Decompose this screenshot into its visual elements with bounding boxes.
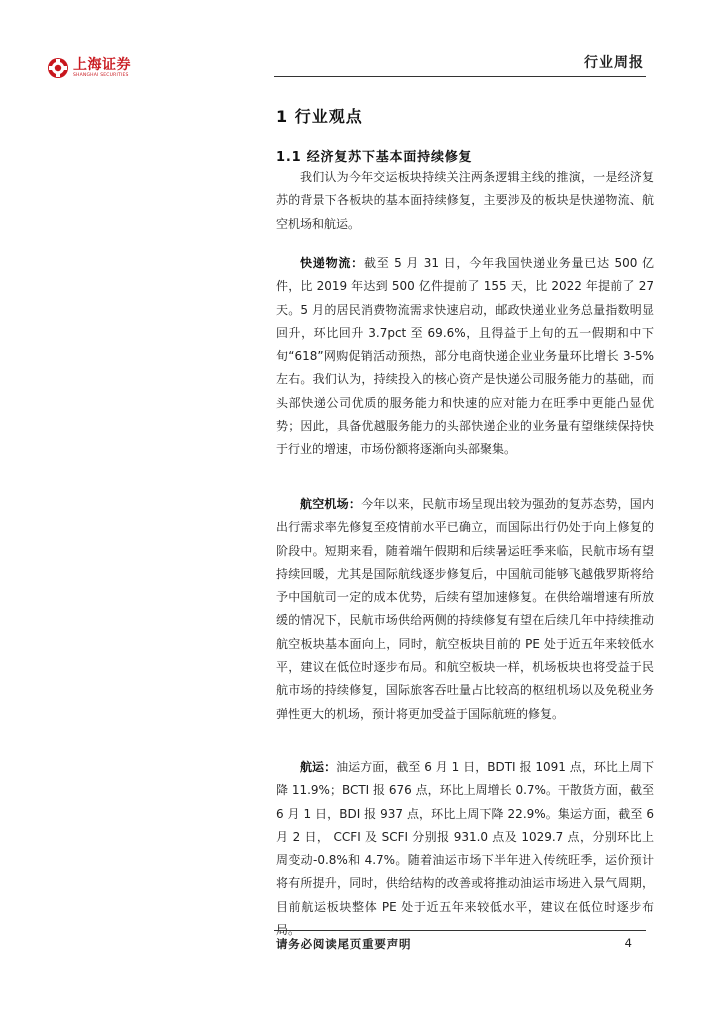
disclaimer-note: 请务必阅读尾页重要声明 <box>276 937 412 951</box>
subsection-heading: 1.1 经济复苏下基本面持续修复 <box>276 150 473 165</box>
aviation-label: 航空机场： <box>300 497 362 511</box>
brand-name-cn: 上海证券 <box>73 56 131 73</box>
aviation-text: 今年以来，民航市场呈现出较为强劲的复苏态势，国内出行需求率先修复至疫情前水平已确立，而国际出行仍处于向上修复的阶段中。短期来看，随着端午假期和后续暑运旺季来临，民航市场有望持续回暖，尤其是国际航线逐步修复后，中国航司能够飞越俄罗斯将给予中国航司一定的成本优势，后续有望加速修复。在供给端增速有所放缓的情况下，民航市场供给两侧的持续修复有望在后续几年中持续推动航空板块基本面向上，同时，航空板块目前的 PE 处于近五年来较低水平，建议在低位时逐步布局。和航空板块一样，机场板块也将受益于民航市场的持续修复，国际旅客吞吐量占比较高的枢纽机场以及免税业务弹性更大的机场，预计将更加受益于国际航班的修复。 <box>276 497 654 721</box>
shipping-text: 油运方面，截至 6 月 1 日，BDTI 报 1091 点，环比上周下降 11.9%；BCTI 报 676 点，环比上周增长 0.7%。干散货方面，截至 6 月 1 日，BDI 报 937 点，环比上周下降 22.9%。集运方面，截至 6 月 2 日， CCFI 及 SCFI 分别报 931.0 点及 1029.7 点，分别环比上周变动-0.8%和 4.7%。随着油运市场下半年进入传统旺季，运价预计将有所提升，同时，供给结构的改善或将推动油运市场进入景气周期，目前航运板块整体 PE 处于近五年来较低水平，建议在低位时逐步布局。 <box>276 760 654 938</box>
express-text: 截至 5 月 31 日，今年我国快递业务量已达 500 亿件，比 2019 年达到 500 亿件提前了 155 天，比 2022 年提前了 27 天。5 月的居民消费物流需求快速启动，邮政快递业业务总量指数明显回升，环比回升 3.7pct 至 69.6%，且得益于上旬的五一假期和中下旬“618”网购促销活动预热，部分电商快递企业业务量环比增长 3-5%左右。我们认为，持续投入的核心资产是快递公司服务能力的基础，而头部快递公司优质的服务能力和快速的应对能力在旺季中更能凸显优势；因此，具备优越服务能力的头部快递企业的业务量有望继续保持快于行业的增速，市场份额将逐渐向头部聚集。 <box>276 256 654 457</box>
intro-paragraph: 我们认为今年交运板块持续关注两条逻辑主线的推演，一是经济复苏的背景下各板块的基本面持续修复，主要涉及的板块是快递物流、航空机场和航运。 <box>276 170 654 231</box>
logo-emblem-icon <box>47 57 69 79</box>
page-number: 4 <box>624 936 632 950</box>
express-label: 快递物流： <box>300 256 364 270</box>
aviation-paragraph <box>276 493 654 726</box>
brand-name-en: SHANGHAI SECURITIES <box>73 72 129 78</box>
brand-logo <box>47 55 131 81</box>
footer-divider <box>274 930 646 931</box>
section-heading: 1 行业观点 <box>276 107 363 126</box>
shipping-paragraph <box>276 756 654 942</box>
header-divider <box>274 76 646 77</box>
shipping-label: 航运： <box>300 760 337 774</box>
report-type: 行业周报 <box>584 55 644 71</box>
express-paragraph <box>276 252 654 462</box>
